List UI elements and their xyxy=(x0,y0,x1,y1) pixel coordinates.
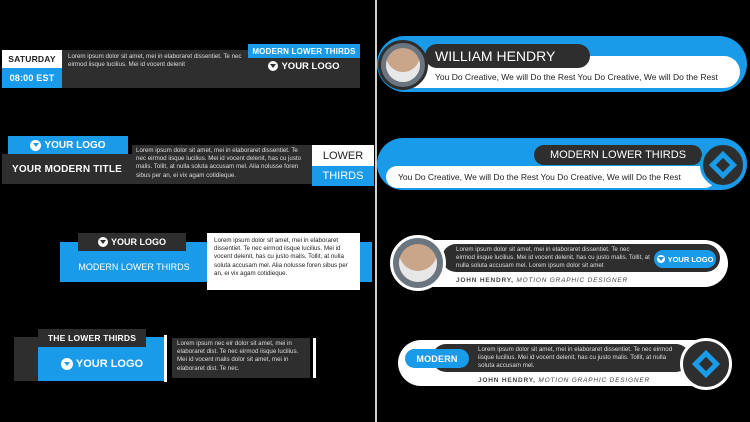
r3-role: MOTION GRAPHIC DESIGNER xyxy=(516,277,628,284)
t1-title-box xyxy=(248,44,360,58)
t2-title-box xyxy=(2,154,132,184)
t4-title-box xyxy=(38,329,146,347)
r2-tagline: You Do Creative, We will Do the Rest You Do Creative, We will Do the Rest xyxy=(398,172,681,182)
r4-text: Lorem ipsum dolor sit amet, mei in elaboraret dissentiet. Te nec eirmod iisque lucilius. Mei id vocent delenit, has cu justo malis. Tollit, at nulla soluta accusam mel. xyxy=(478,346,673,370)
t2-title: YOUR MODERN TITLE xyxy=(11,163,123,175)
r4-badge xyxy=(680,338,732,390)
r2-badge xyxy=(700,142,746,188)
logo-icon xyxy=(657,255,665,263)
t3-text: Lorem ipsum dolor sit amet, mei in elaboraret dissentiet. Te nec eirmod iisque lucilius. Mei id vocent delenit, has cu justo malis. Tollit, at nulla soluta accusam mel. Alia nolusse foren sibus per an, ei vix agam cotidieque. xyxy=(214,237,348,277)
r4-label: MODERN xyxy=(416,353,458,364)
t2-text: Lorem ipsum dolor sit amet, mei in elaboraret dissentiet. Te nec eirmod iisque lucilius. Mei id vocent delenit, has cu justo malis. Tollit, at nulla soluta accusam mel. Alia nolusse foren sibus per an, ei vix agam cotidieque. xyxy=(136,147,302,179)
t2-word1: LOWER xyxy=(322,149,364,162)
t4-left-strip xyxy=(14,337,38,381)
t2-logo: YOUR LOGO xyxy=(44,139,106,151)
t4-white-strip xyxy=(313,338,316,378)
t1-day-box xyxy=(2,50,62,68)
r3-text: Lorem ipsum dolor sit amet, mei in elaboraret dissentiet. Te nec eirmod iisque lucilius. Mei id vocent delenit, has cu justo malis. Tollit, at nulla soluta accusam mel. Lorem ipsum dolor sit amet xyxy=(456,246,650,270)
person-icon xyxy=(399,244,437,282)
r1-tagline: You Do Creative, We will Do the Rest You Do Creative, We will Do the Rest xyxy=(435,72,718,82)
r4-role: MOTION GRAPHIC DESIGNER xyxy=(538,377,650,384)
r2-title: MODERN LOWER THIRDS xyxy=(549,149,687,161)
r4-text-bar xyxy=(432,344,690,372)
t1-time-box xyxy=(2,68,62,88)
t3-text-box xyxy=(207,233,360,290)
t2-word2-box xyxy=(312,166,374,186)
r3-avatar xyxy=(390,235,446,291)
t3-title-box xyxy=(66,254,202,280)
t1-logo-box xyxy=(248,58,360,74)
r2-tagline-box xyxy=(398,172,708,184)
r4-credit xyxy=(478,377,678,387)
t1-text: Lorem ipsum dolor sit amet, mei in elaboraret dissentiet. Te nec eirmod iisque lucilius. Mei id vocent delenit xyxy=(68,53,242,69)
r2-title-box xyxy=(534,145,702,165)
t4-text: Lorem ipsum nec eir dolor sit amet, mei in elaboraret dist. Te nec eirmod iisque lucilius. Mei id vocent malis dolor sit amet, mei in elaboraret dist. Te nec. xyxy=(177,340,299,372)
r1-tagline-box xyxy=(435,72,735,86)
r4-label-box xyxy=(405,349,469,368)
logo-icon xyxy=(30,140,41,151)
r3-name: JOHN HENDRY, xyxy=(456,277,514,284)
t1-day: SATURDAY xyxy=(8,54,56,64)
t3-logo-box xyxy=(78,233,186,251)
t4-logo: YOUR LOGO xyxy=(75,358,144,370)
t4-text-bar xyxy=(172,338,310,378)
diamond-logo-icon xyxy=(692,350,720,378)
logo-icon xyxy=(98,237,108,247)
t2-word1-box xyxy=(312,145,374,166)
r3-credit xyxy=(456,277,656,287)
t1-title: MODERN LOWER THIRDS xyxy=(252,46,356,56)
t1-time: 08:00 EST xyxy=(9,73,55,83)
r3-logo: YOUR LOGO xyxy=(667,254,714,264)
t2-word2: THIRDS xyxy=(322,170,364,182)
t1-text-bar xyxy=(62,50,248,88)
r3-logo-box xyxy=(654,250,716,268)
t3-title: MODERN LOWER THIRDS xyxy=(78,262,190,272)
logo-icon xyxy=(61,358,73,370)
r1-name: WILLIAM HENDRY xyxy=(435,48,556,64)
t3-logo: YOUR LOGO xyxy=(110,237,166,247)
r4-name: JOHN HENDRY, xyxy=(478,377,536,384)
t1-logo: YOUR LOGO xyxy=(281,60,340,72)
person-icon xyxy=(386,48,420,82)
r1-name-box xyxy=(425,44,590,68)
t2-text-bar xyxy=(132,145,312,184)
t4-logo-box xyxy=(38,351,166,377)
diamond-logo-icon xyxy=(709,151,737,179)
t1-bottom-strip xyxy=(248,74,360,88)
t4-title: THE LOWER THIRDS xyxy=(47,333,137,343)
r1-avatar xyxy=(378,40,428,90)
logo-icon xyxy=(268,61,278,71)
t2-logo-box xyxy=(8,136,128,154)
